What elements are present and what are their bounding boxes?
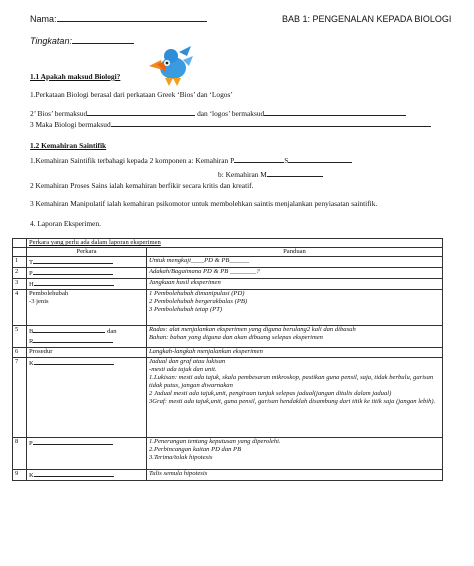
question-1-1-2: 2’ Bios’ bermaksud dan ‘logos’ bermaksud xyxy=(30,108,406,118)
twitter-bird-icon xyxy=(143,44,193,88)
question-1-2-2: 2 Kemahiran Proses Sains ialah kemahiran berfikir secara kritis dan kreatif. xyxy=(30,181,254,190)
table-row: 1 T Untuk mengkaji____PD & PB______ xyxy=(13,257,443,268)
question-1-2-4: 4. Laporan Eksperimen. xyxy=(30,219,102,228)
table-row: 9 K Tulis semula hipotesis xyxy=(13,470,443,481)
table-row: 2 P Adakah/Bagaimana PD & PB ________? xyxy=(13,268,443,279)
question-1-1-1: 1.Perkataan Biologi berasal dari perkataan Greek ‘Bios’ dan ‘Logos’ xyxy=(30,90,233,99)
section-1-1-title: 1.1 Apakah maksud Biologi? xyxy=(30,72,121,81)
experiment-report-table xyxy=(12,238,443,481)
table-row: 4 Pembolehubah -3 jenis 1 Pembolehubah dimanipulasi (PD) 2 Pembolehubah bergerakbalas (PB) 3 Pembolehubah tetap (PT) xyxy=(13,290,443,326)
name-field-label: Nama: xyxy=(30,14,207,25)
column-header-panduan: Panduan xyxy=(147,248,443,257)
chapter-title: BAB 1: PENGENALAN KEPADA BIOLOGI xyxy=(282,14,452,24)
table-row: 8 P 1.Penerangan tentang keputusan yang diperolehi. 2.Perbincangan kaitan PD dan PB 3.Terima/tolak hipotesis xyxy=(13,438,443,470)
table-title: Perkara yang perlu ada dalam laporan eksperimen xyxy=(27,239,443,248)
question-1-1-3: 3 Maka Biologi bermaksud xyxy=(30,119,431,129)
table-row: 7 K Jadual dan graf atau lukisan -mesti ada tajuk dan unit. 1.Lukisan: mesti ada tajuk, skala pembesaran mikroskop, pastikan guna pensil, saja, tidak berbulu, garisan tidak putus, jangan diwarnakan 2 Jadual mesti ada tajuk,unit, pengiraan tunjuk selepas jadual(jangan ditulis dalam jadual) 3Graf: mesti ada tajuk,unit, guna pensil, garisan hendaklah disambung dari titik ke titik saja (jangan lebih). xyxy=(13,358,443,438)
question-1-2-1a: 1.Kemahiran Saintifik terbahagi kepada 2 komponen a: Kemahiran P S xyxy=(30,155,352,165)
question-1-2-3: 3 Kemahiran Manipulatif ialah kemahiran psikomotor untuk membolehkan saintis menjalankan penyiasatan saintifik. xyxy=(30,199,378,208)
class-field-label: Tingkatan: xyxy=(30,36,134,47)
column-header-perkara: Perkara xyxy=(27,248,147,257)
table-row: 3 H Jangkaan hasil eksperimen xyxy=(13,279,443,290)
section-1-2-title: 1.2 Kemahiran Saintifik xyxy=(30,141,107,150)
question-1-2-1b: b: Kemahiran M xyxy=(218,169,323,179)
table-row: 6 Prosedur Langkah-langkah menjalankan eksperimen xyxy=(13,348,443,358)
table-row: 5 B dan R Radas: alat menjalankan eksperimen yang diguna berulang2 kali dan dibasuh Bahan: bahan yang diguna dan akan dibuang selepas eksperimen xyxy=(13,326,443,348)
